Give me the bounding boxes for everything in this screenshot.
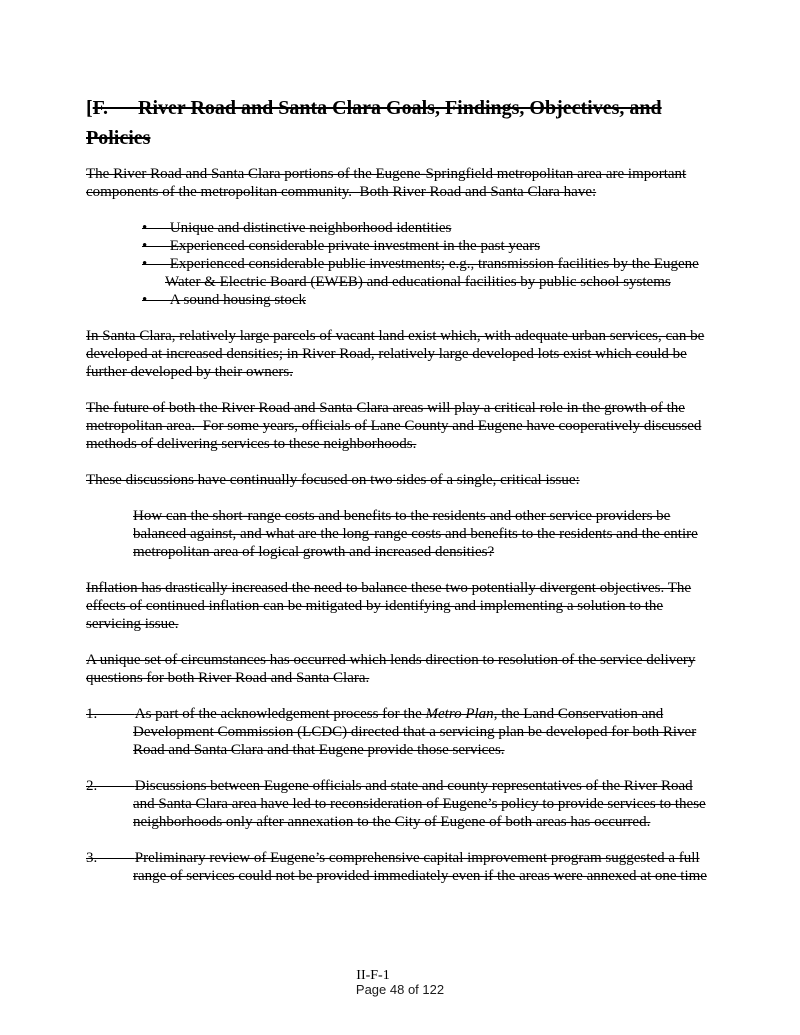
numbered-item-marker: 3. <box>86 850 135 866</box>
indented-issue-question: How can the short-range costs and benefits to the residents and other service providers be balanced against, and what are the long-range costs and benefits to the residents and the entire metropolitan area of logical growth and increased densities? <box>133 508 698 560</box>
numbered-item-marker: 2. <box>86 778 135 794</box>
numbered-item-text: 2. Discussions between Eugene officials and state and county representatives of the River Road and Santa Clara area have led to reconsideration of Eugene’s policy to provide services to these neighborhoods only after annexation to the City of Eugene of both areas has occurred. <box>86 778 706 830</box>
bullet-item-text: • Unique and distinctive neighborhood identities <box>142 220 452 236</box>
numbered-item-text: 3. Preliminary review of Eugene’s comprehensive capital improvement program suggested a full range of services could not be provided immediately even if the areas were annexed at one time <box>86 850 707 884</box>
numbered-item-text: 1. As part of the acknowledgement process for the Metro Plan, the Land Conservation and Development Commission (LCDC) directed that a servicing plan be developed for both River Road and Santa Clara and that Eugene provide those services. <box>86 706 697 758</box>
bullet-item <box>86 237 712 255</box>
bullet-item-text: • Experienced considerable private investment in the past years <box>142 238 541 254</box>
bullet-item-text: • Experienced considerable public investments; e.g., transmission facilities by the Eugene Water & Electric Board (EWEB) and educational facilities by public school systems <box>142 256 699 290</box>
numbered-item <box>86 777 712 831</box>
bullet-item <box>86 291 712 309</box>
numbered-item <box>86 849 712 885</box>
numbered-item-marker: 1. <box>86 706 135 722</box>
bullet-item <box>86 219 712 237</box>
bullet-item <box>86 255 712 291</box>
title-bracket: [ <box>86 97 93 119</box>
numbered-item <box>86 705 712 759</box>
paragraph-intro: The River Road and Santa Clara portions of the Eugene-Springfield metropolitan area are important components of the metropolitan community. Both River Road and Santa Clara have: <box>86 166 687 200</box>
bullet-list <box>86 219 712 309</box>
bullet-item-text: • A sound housing stock <box>142 292 307 308</box>
paragraph-unique: A unique set of circumstances has occurred which lends direction to resolution of the service delivery questions for both River Road and Santa Clara. <box>86 652 696 686</box>
paragraph-discussions: These discussions have continually focused on two sides of a single, critical issue: <box>86 472 580 488</box>
paragraph-santa-clara: In Santa Clara, relatively large parcels of vacant land exist which, with adequate urban services, can be developed at increased densities; in River Road, relatively large developed lots exist which could be further developed by their owners. <box>86 328 705 380</box>
title-struck-text: F. River Road and Santa Clara Goals, Findings, Objectives, and Policies <box>86 97 662 149</box>
paragraph-inflation: Inflation has drastically increased the need to balance these two potentially divergent objectives. The effects of continued inflation can be mitigated by identifying and implementing a solution to the servicing issue. <box>86 580 692 632</box>
footer-section-number: II-F-1 <box>356 968 390 983</box>
numbered-list <box>86 705 712 885</box>
paragraph-future: The future of both the River Road and Santa Clara areas will play a critical role in the growth of the metropolitan area. For some years, officials of Lane County and Eugene have cooperatively discussed methods of delivering services to these neighborhoods. <box>86 400 702 452</box>
document-body <box>86 93 712 903</box>
page-title <box>86 93 712 153</box>
footer-page-count: Page 48 of 122 <box>355 982 445 997</box>
